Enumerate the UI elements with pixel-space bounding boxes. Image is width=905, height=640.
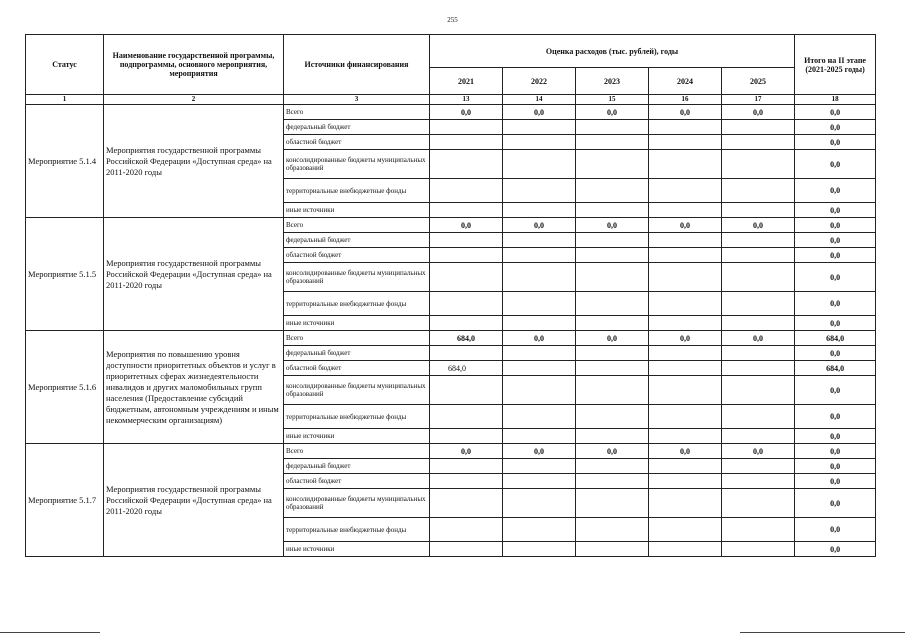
- value-cell: 0,0: [576, 105, 649, 120]
- value-cell: [430, 405, 503, 429]
- value-cell: [503, 292, 576, 316]
- total-value-cell: 0,0: [795, 346, 876, 361]
- total-value-cell: 0,0: [795, 292, 876, 316]
- value-cell: 0,0: [722, 331, 795, 346]
- source-cell: областной бюджет: [284, 248, 430, 263]
- value-cell: [503, 316, 576, 331]
- value-cell: [430, 429, 503, 444]
- value-cell: [576, 405, 649, 429]
- column-number: 3: [284, 95, 430, 105]
- total-value-cell: 0,0: [795, 263, 876, 292]
- value-cell: [722, 376, 795, 405]
- value-cell: [430, 135, 503, 150]
- value-cell: [576, 150, 649, 179]
- value-cell: [503, 361, 576, 376]
- value-cell: [503, 263, 576, 292]
- total-value-cell: 0,0: [795, 405, 876, 429]
- value-cell: 0,0: [503, 331, 576, 346]
- source-cell: Всего: [284, 218, 430, 233]
- source-cell: областной бюджет: [284, 135, 430, 150]
- column-number: 1: [26, 95, 104, 105]
- value-cell: [649, 120, 722, 135]
- value-cell: [722, 346, 795, 361]
- value-cell: [722, 203, 795, 218]
- value-cell: [430, 120, 503, 135]
- source-cell: федеральный бюджет: [284, 459, 430, 474]
- value-cell: 0,0: [576, 444, 649, 459]
- total-value-cell: 684,0: [795, 361, 876, 376]
- value-cell: [430, 150, 503, 179]
- value-cell: [503, 542, 576, 557]
- total-value-cell: 0,0: [795, 105, 876, 120]
- value-cell: 0,0: [722, 444, 795, 459]
- value-cell: [503, 346, 576, 361]
- source-cell: территориальные внебюджетные фонды: [284, 518, 430, 542]
- value-cell: [649, 150, 722, 179]
- total-value-cell: 0,0: [795, 376, 876, 405]
- total-value-cell: 0,0: [795, 444, 876, 459]
- value-cell: [430, 489, 503, 518]
- value-cell: [722, 489, 795, 518]
- status-header: Статус: [26, 35, 104, 95]
- total-value-cell: 0,0: [795, 218, 876, 233]
- value-cell: [503, 489, 576, 518]
- value-cell: [576, 248, 649, 263]
- source-cell: иные источники: [284, 316, 430, 331]
- event-name-cell: Мероприятия государственной программы Российской Федерации «Доступная среда» на 2011-2020 годы: [104, 105, 284, 218]
- value-cell: [649, 489, 722, 518]
- source-cell: иные источники: [284, 203, 430, 218]
- total-value-cell: 0,0: [795, 542, 876, 557]
- value-cell: 0,0: [649, 444, 722, 459]
- value-cell: [576, 120, 649, 135]
- value-cell: [576, 203, 649, 218]
- total-value-cell: 0,0: [795, 179, 876, 203]
- total-value-cell: 0,0: [795, 135, 876, 150]
- value-cell: [503, 474, 576, 489]
- value-cell: [722, 248, 795, 263]
- total-value-cell: 0,0: [795, 459, 876, 474]
- source-cell: Всего: [284, 444, 430, 459]
- value-cell: [649, 346, 722, 361]
- value-cell: 0,0: [503, 218, 576, 233]
- total-value-cell: 0,0: [795, 474, 876, 489]
- value-cell: 0,0: [649, 218, 722, 233]
- value-cell: [576, 135, 649, 150]
- value-cell: [722, 405, 795, 429]
- value-cell: [503, 135, 576, 150]
- value-cell: [649, 135, 722, 150]
- estimate-header: Оценка расходов (тыс. рублей), годы: [430, 35, 795, 68]
- source-cell: Всего: [284, 105, 430, 120]
- value-cell: 0,0: [722, 218, 795, 233]
- source-cell: иные источники: [284, 429, 430, 444]
- value-cell: [503, 179, 576, 203]
- value-cell: [722, 120, 795, 135]
- value-cell: [430, 518, 503, 542]
- column-number: 2: [104, 95, 284, 105]
- event-name-cell: Мероприятия государственной программы Российской Федерации «Доступная среда» на 2011-2020 годы: [104, 218, 284, 331]
- status-cell: Мероприятие 5.1.7: [26, 444, 104, 557]
- value-cell: [576, 233, 649, 248]
- value-cell: [430, 203, 503, 218]
- year-header: 2025: [722, 68, 795, 95]
- total-value-cell: 0,0: [795, 489, 876, 518]
- value-cell: [722, 542, 795, 557]
- total-value-cell: 0,0: [795, 316, 876, 331]
- value-cell: [649, 459, 722, 474]
- value-cell: [503, 233, 576, 248]
- value-cell: 684,0: [430, 331, 503, 346]
- column-number: 16: [649, 95, 722, 105]
- value-cell: [649, 361, 722, 376]
- year-header: 2022: [503, 68, 576, 95]
- value-cell: 0,0: [722, 105, 795, 120]
- value-cell: [649, 248, 722, 263]
- source-cell: федеральный бюджет: [284, 120, 430, 135]
- value-cell: [576, 429, 649, 444]
- value-cell: [430, 292, 503, 316]
- source-cell: федеральный бюджет: [284, 233, 430, 248]
- value-cell: [649, 518, 722, 542]
- column-number: 14: [503, 95, 576, 105]
- value-cell: [649, 376, 722, 405]
- source-cell: консолидированные бюджеты муниципальных образований: [284, 376, 430, 405]
- source-cell: областной бюджет: [284, 361, 430, 376]
- year-header: 2021: [430, 68, 503, 95]
- event-name-cell: Мероприятия государственной программы Российской Федерации «Доступная среда» на 2011-2020 годы: [104, 444, 284, 557]
- value-cell: [503, 120, 576, 135]
- value-cell: 0,0: [649, 331, 722, 346]
- value-cell: [430, 179, 503, 203]
- value-cell: [576, 361, 649, 376]
- value-cell: [722, 233, 795, 248]
- value-cell: [503, 203, 576, 218]
- event-name-cell: Мероприятия по повышению уровня доступности приоритетных объектов и услуг в приоритетных сферах жизнедеятельности инвалидов и других маломобильных групп населения (Предоставление субсидий бюджетным, автономным учреждениям и иным некоммерческим организациям): [104, 331, 284, 444]
- value-cell: [649, 429, 722, 444]
- value-cell: [649, 316, 722, 331]
- status-cell: Мероприятие 5.1.4: [26, 105, 104, 218]
- value-cell: [576, 263, 649, 292]
- value-cell: [576, 489, 649, 518]
- value-cell: [649, 203, 722, 218]
- total-value-cell: 0,0: [795, 203, 876, 218]
- value-cell: [722, 179, 795, 203]
- status-cell: Мероприятие 5.1.5: [26, 218, 104, 331]
- value-cell: [430, 263, 503, 292]
- value-cell: [722, 459, 795, 474]
- value-cell: [576, 518, 649, 542]
- value-cell: 0,0: [576, 331, 649, 346]
- table-row: [26, 218, 876, 233]
- name-header: Наименование государственной программы, подпрограммы, основного мероприятия, мероприятия: [104, 35, 284, 95]
- source-cell: территориальные внебюджетные фонды: [284, 292, 430, 316]
- year-header: 2023: [576, 68, 649, 95]
- value-cell: [722, 292, 795, 316]
- value-cell: [649, 263, 722, 292]
- value-cell: [722, 150, 795, 179]
- total-value-cell: 0,0: [795, 518, 876, 542]
- value-cell: [649, 233, 722, 248]
- value-cell: [430, 459, 503, 474]
- status-cell: Мероприятие 5.1.6: [26, 331, 104, 444]
- value-cell: [722, 518, 795, 542]
- value-cell: [503, 405, 576, 429]
- value-cell: [722, 316, 795, 331]
- source-cell: консолидированные бюджеты муниципальных образований: [284, 489, 430, 518]
- source-cell: консолидированные бюджеты муниципальных образований: [284, 263, 430, 292]
- total-value-cell: 0,0: [795, 248, 876, 263]
- footer-rule-left: [0, 632, 100, 633]
- value-cell: 684,0: [430, 361, 503, 376]
- value-cell: [430, 474, 503, 489]
- value-cell: [503, 376, 576, 405]
- column-number: 15: [576, 95, 649, 105]
- value-cell: [649, 292, 722, 316]
- value-cell: [576, 474, 649, 489]
- column-number: 13: [430, 95, 503, 105]
- table-row: [26, 105, 876, 120]
- source-cell: иные источники: [284, 542, 430, 557]
- table-row: [26, 444, 876, 459]
- source-cell: территориальные внебюджетные фонды: [284, 405, 430, 429]
- value-cell: [503, 459, 576, 474]
- value-cell: [430, 316, 503, 331]
- value-cell: 0,0: [576, 218, 649, 233]
- column-number: 17: [722, 95, 795, 105]
- value-cell: [722, 361, 795, 376]
- financing-table: [25, 34, 876, 557]
- value-cell: [503, 248, 576, 263]
- source-cell: Всего: [284, 331, 430, 346]
- value-cell: [576, 376, 649, 405]
- source-cell: федеральный бюджет: [284, 346, 430, 361]
- total-value-cell: 0,0: [795, 429, 876, 444]
- value-cell: [430, 233, 503, 248]
- value-cell: [503, 429, 576, 444]
- value-cell: [722, 474, 795, 489]
- value-cell: [576, 542, 649, 557]
- value-cell: [576, 346, 649, 361]
- value-cell: [649, 405, 722, 429]
- value-cell: [576, 316, 649, 331]
- column-number: 18: [795, 95, 876, 105]
- table-row: [26, 331, 876, 346]
- value-cell: [649, 542, 722, 557]
- value-cell: [503, 150, 576, 179]
- total-value-cell: 0,0: [795, 233, 876, 248]
- value-cell: [430, 376, 503, 405]
- page-number: 255: [447, 16, 458, 24]
- footer-rule-right: [740, 632, 905, 633]
- value-cell: 0,0: [649, 105, 722, 120]
- sources-header: Источники финансирования: [284, 35, 430, 95]
- year-header: 2024: [649, 68, 722, 95]
- value-cell: 0,0: [430, 444, 503, 459]
- total-value-cell: 684,0: [795, 331, 876, 346]
- total-value-cell: 0,0: [795, 120, 876, 135]
- value-cell: [576, 292, 649, 316]
- source-cell: территориальные внебюджетные фонды: [284, 179, 430, 203]
- total-header: Итого на II этапе (2021-2025 годы): [795, 35, 876, 95]
- value-cell: 0,0: [430, 105, 503, 120]
- source-cell: областной бюджет: [284, 474, 430, 489]
- value-cell: [649, 179, 722, 203]
- value-cell: [430, 346, 503, 361]
- value-cell: [503, 518, 576, 542]
- value-cell: [576, 459, 649, 474]
- value-cell: [722, 429, 795, 444]
- value-cell: [649, 474, 722, 489]
- value-cell: [722, 263, 795, 292]
- value-cell: [430, 248, 503, 263]
- source-cell: консолидированные бюджеты муниципальных образований: [284, 150, 430, 179]
- total-value-cell: 0,0: [795, 150, 876, 179]
- value-cell: [722, 135, 795, 150]
- value-cell: [576, 179, 649, 203]
- value-cell: 0,0: [503, 105, 576, 120]
- value-cell: [430, 542, 503, 557]
- value-cell: 0,0: [430, 218, 503, 233]
- value-cell: 0,0: [503, 444, 576, 459]
